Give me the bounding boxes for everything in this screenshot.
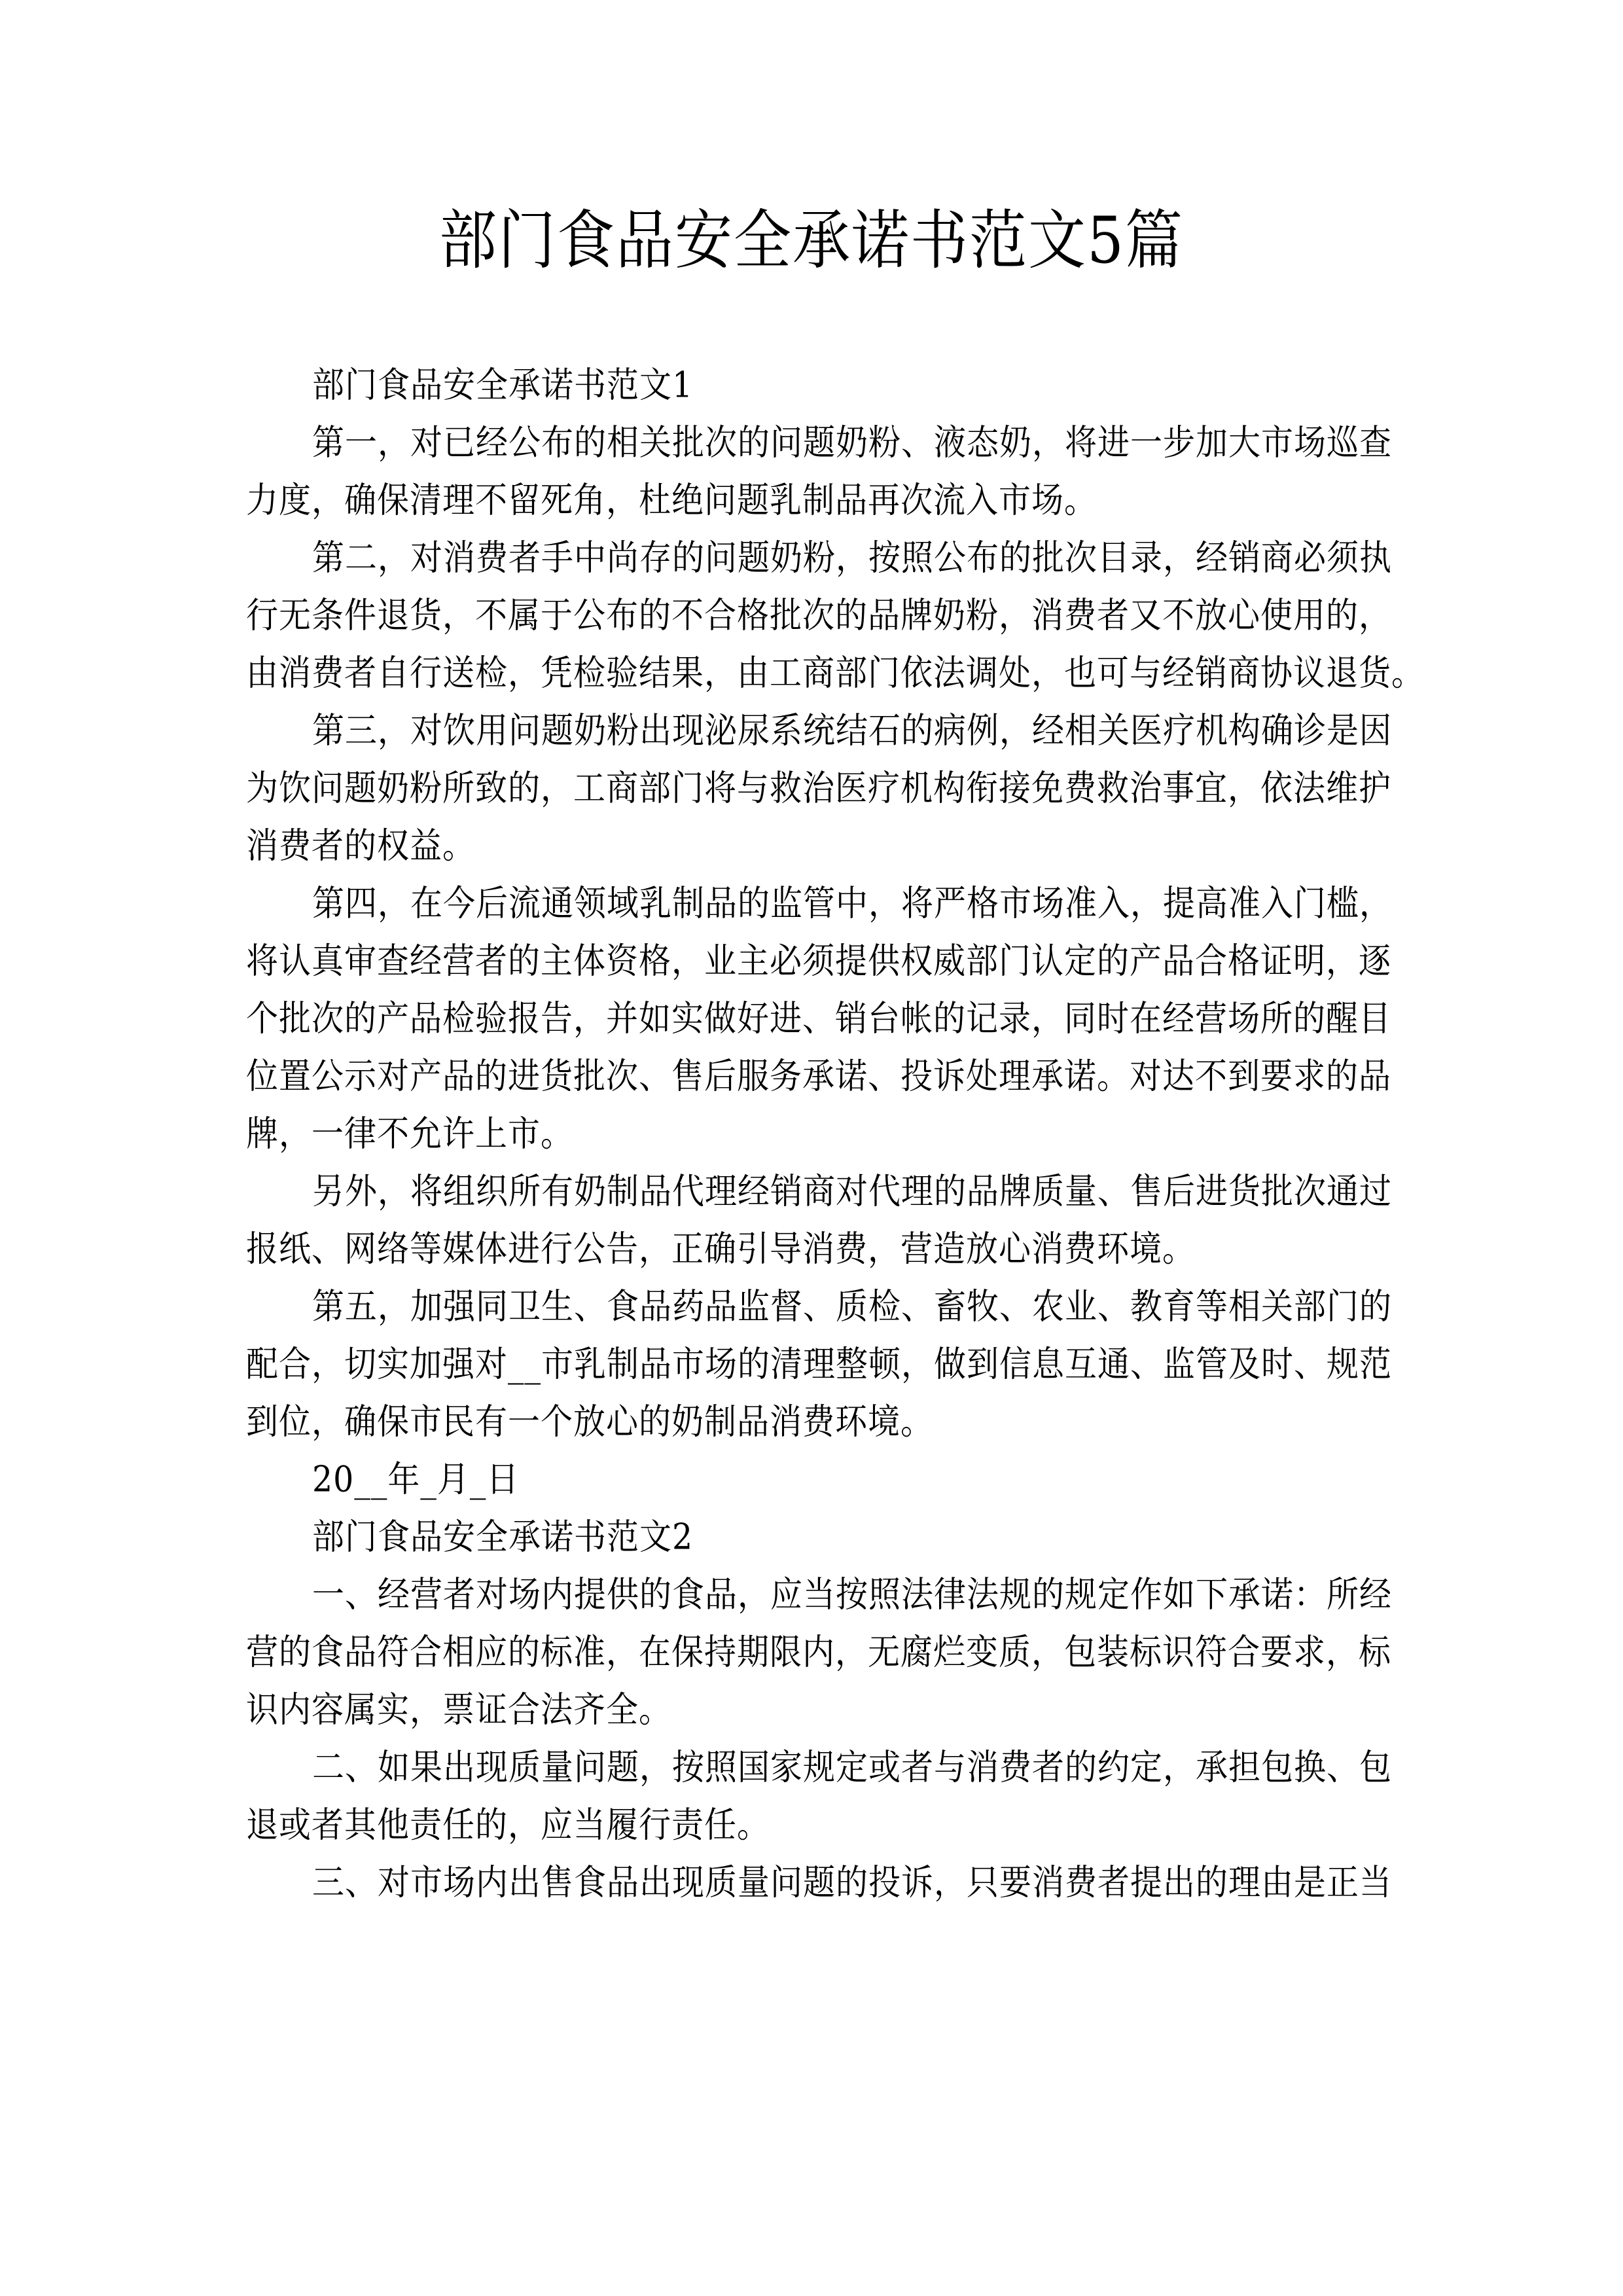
paragraph-item-2 [246,529,1425,702]
paragraph-line: 第一，对已经公布的相关批次的问题奶粉、液态奶，将进一步加大市场巡查 [312,422,1393,463]
paragraph-line: 第二，对消费者手中尚存的问题奶粉，按照公布的批次目录，经销商必须执 [312,537,1393,579]
paragraph-line: 另外，将组织所有奶制品代理经销商对代理的品牌质量、售后进货批次通过 [312,1171,1393,1212]
paragraph-line: 退或者其他责任的，应当履行责任。 [246,1804,770,1846]
document-body [246,357,1425,1912]
paragraph-line: 三、对市场内出售食品出现质量问题的投诉，只要消费者提出的理由是正当 [312,1862,1393,1903]
paragraph-line: 报纸、网络等媒体进行公告，正确引导消费，营造放心消费环境。 [246,1229,1196,1270]
paragraph-line: 牌，一律不允许上市。 [246,1113,574,1155]
paragraph-line: 配合，切实加强对__市乳制品市场的清理整顿，做到信息互通、监管及时、规范 [246,1344,1393,1385]
paragraph-line: 消费者的权益。 [246,825,476,867]
section-heading-text: 部门食品安全承诺书范文2 [312,1516,694,1558]
paragraph-line: 由消费者自行送检，凭检验结果，由工商部门依法调处，也可与经销商协议退货。 [246,653,1425,694]
paragraph-item-s2-1 [246,1566,1393,1739]
paragraph-line: 到位，确保市民有一个放心的奶制品消费环境。 [246,1401,934,1443]
paragraph-line: 个批次的产品检验报告，并如实做好进、销台帐的记录，同时在经营场所的醒目 [246,998,1392,1039]
paragraph-line: 位置公示对产品的进货批次、售后服务承诺、投诉处理承诺。对达不到要求的品 [246,1056,1392,1097]
paragraph-line: 行无条件退货，不属于公布的不合格批次的品牌奶粉，消费者又不放心使用的， [246,595,1392,636]
paragraph-item-4 [246,875,1393,1163]
paragraph-item-3 [246,702,1393,875]
paragraph-item-s2-2 [246,1739,1393,1854]
page-title: 部门食品安全承诺书范文5篇 [439,202,1184,278]
paragraph-line: 一、经营者对场内提供的食品，应当按照法律法规的规定作如下承诺：所经 [312,1574,1393,1615]
paragraph-line: 第三，对饮用问题奶粉出现泌尿系统结石的病例，经相关医疗机构确诊是因 [312,710,1393,751]
paragraph-item-5 [246,1278,1393,1451]
paragraph-line: 第四，在今后流通领域乳制品的监管中，将严格市场准入，提高准入门槛， [312,883,1393,924]
date-line [246,1451,1377,1509]
paragraph-line: 为饮问题奶粉所致的，工商部门将与救治医疗机构衔接免费救治事宜，依法维护 [246,768,1392,809]
paragraph-line: 二、如果出现质量问题，按照国家规定或者与消费者的约定，承担包换、包 [312,1747,1393,1788]
paragraph-item-s2-3 [246,1854,1393,1912]
paragraph-line: 力度，确保清理不留死角，杜绝问题乳制品再次流入市场。 [246,480,1097,521]
paragraph-line: 营的食品符合相应的标准，在保持期限内，无腐烂变质，包装标识符合要求，标 [246,1632,1392,1673]
paragraph-item-additional [246,1163,1393,1278]
paragraph-line: 将认真审查经营者的主体资格，业主必须提供权威部门认定的产品合格证明，逐 [246,941,1392,982]
date-text: 20__年_月_日 [312,1459,520,1500]
section-heading-1 [246,357,1377,414]
section-heading-2 [246,1509,1377,1566]
section-heading-text: 部门食品安全承诺书范文1 [312,365,694,406]
paragraph-line: 第五，加强同卫生、食品药品监督、质检、畜牧、农业、教育等相关部门的 [312,1286,1393,1327]
paragraph-item-1 [246,414,1393,529]
paragraph-line: 识内容属实，票证合法齐全。 [246,1689,672,1731]
